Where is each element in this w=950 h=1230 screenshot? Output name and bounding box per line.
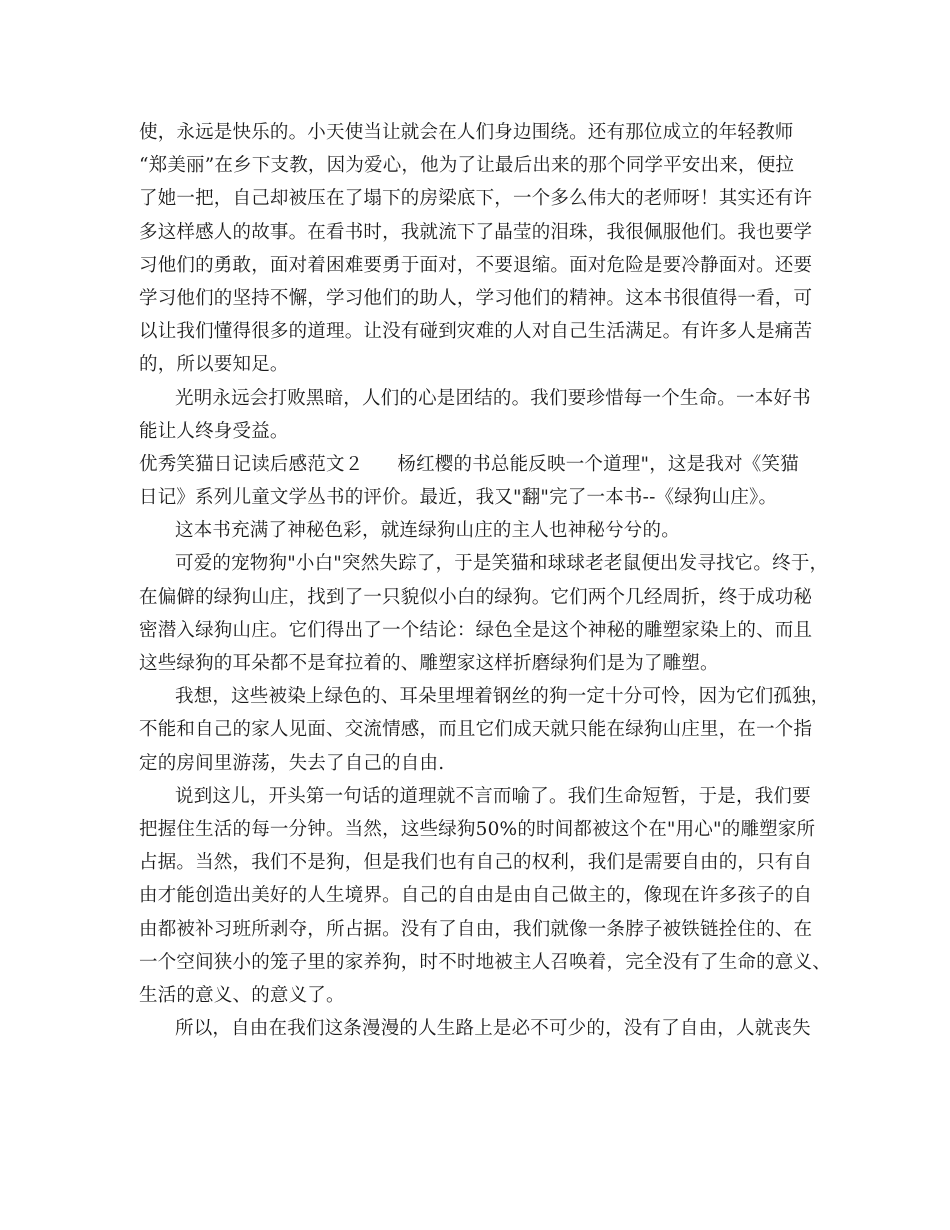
text-line xyxy=(139,913,839,946)
text-line xyxy=(139,946,839,979)
text-line xyxy=(139,149,839,182)
line-text: 杨红樱的书总能反映一个道理"，这是我对《笑猫 xyxy=(397,453,799,475)
line-text: 由才能创造出美好的人生境界。自己的自由是由自己做主的，像现在许多孩子的自 xyxy=(139,885,813,907)
line-text: “郑美丽”在乡下支教，因为爱心，他为了让最后出来的那个同学平安出来，便拉 xyxy=(139,155,795,177)
line-text: 一个空间狭小的笼子里的家养狗，时不时地被主人召唤着，完全没有了生命的意义、 xyxy=(139,951,831,973)
line-text: 把握住生活的每一分钟。当然，这些绿狗50%的时间都被这个在"用心"的雕塑家所 xyxy=(139,818,816,840)
line-text: 密潜入绿狗山庄。它们得出了一个结论：绿色全是这个神秘的雕塑家染上的、而且 xyxy=(139,619,813,641)
text-line xyxy=(139,382,839,415)
text-line xyxy=(139,647,839,680)
text-line xyxy=(139,1012,839,1045)
text-line xyxy=(139,249,839,282)
line-text: 这些绿狗的耳朵都不是耷拉着的、雕塑家这样折磨绿狗们是为了雕塑。 xyxy=(139,653,719,674)
line-text: 生活的意义、的意义了。 xyxy=(139,984,345,1006)
text-line xyxy=(139,348,839,381)
line-text: 所以，自由在我们这条漫漫的人生路上是必不可少的，没有了自由，人就丧失 xyxy=(175,1018,811,1040)
line-text: 习他们的勇敢，面对着困难要勇于面对，不要退缩。面对危险是要冷静面对。还要 xyxy=(139,254,813,276)
line-text: 由都被补习班所剥夺，所占据。没有了自由，我们就像一条脖子被铁链拴住的、在 xyxy=(139,918,813,940)
text-line xyxy=(139,614,839,647)
text-line xyxy=(139,182,839,215)
line-text: 我想，这些被染上绿色的、耳朵里埋着钢丝的狗一定十分可怜，因为它们孤独， xyxy=(175,686,830,708)
text-line xyxy=(139,780,839,813)
line-text: 可爱的宠物狗"小白"突然失踪了，于是笑猫和球球老老鼠便出发寻找它。终于， xyxy=(175,553,829,575)
text-line xyxy=(139,813,839,846)
document-body xyxy=(139,116,839,1045)
line-text: 以让我们懂得很多的道理。让没有碰到灾难的人对自己生活满足。有许多人是痛苦 xyxy=(139,321,813,343)
text-line xyxy=(139,581,839,614)
line-text: 日记》系列儿童文学丛书的评价。最近，我又"翻"完了一本书--《绿狗山庄》。 xyxy=(139,487,778,509)
line-text: 这本书充满了神秘色彩，就连绿狗山庄的主人也神秘兮兮的。 xyxy=(175,520,680,542)
section-title-line xyxy=(139,448,839,481)
line-text: 学习他们的坚持不懈，学习他们的助人，学习他们的精神。这本书很值得一看，可 xyxy=(139,287,813,309)
text-line xyxy=(139,116,839,149)
line-text: 不能和自己的家人见面、交流情感，而且它们成天就只能在绿狗山庄里，在一个指 xyxy=(139,719,813,741)
line-text: 在偏僻的绿狗山庄，找到了一只貌似小白的绿狗。它们两个几经周折，终于成功秘 xyxy=(139,586,813,608)
line-text: 说到这儿，开头第一句话的道理就不言而喻了。我们生命短暂，于是，我们要 xyxy=(175,785,811,807)
text-line xyxy=(139,481,839,514)
line-text: 了她一把，自己却被压在了塌下的房梁底下，一个多么伟大的老师呀！其实还有许 xyxy=(139,188,813,210)
line-text: 能让人终身受益。 xyxy=(139,420,289,442)
line-text: 占据。当然，我们不是狗，但是我们也有自己的权利，我们是需要自由的，只有自 xyxy=(139,852,813,874)
section-title: 优秀笑猫日记读后感范文２ xyxy=(139,453,364,475)
text-line xyxy=(139,747,839,780)
text-line xyxy=(139,415,839,448)
line-text: 光明永远会打败黑暗，人们的心是团结的。我们要珍惜每一个生命。一本好书 xyxy=(175,387,811,409)
line-text: 多这样感人的故事。在看书时，我就流下了晶莹的泪珠，我很佩服他们。我也要学 xyxy=(139,221,813,243)
text-line xyxy=(139,315,839,348)
text-line xyxy=(139,680,839,713)
text-line xyxy=(139,846,839,879)
text-line xyxy=(139,514,839,547)
text-line xyxy=(139,282,839,315)
line-text: 的，所以要知足。 xyxy=(139,354,289,376)
line-text: 定的房间里游荡，失去了自己的自由. xyxy=(139,752,445,774)
text-line xyxy=(139,547,839,580)
text-line xyxy=(139,979,839,1012)
line-text: 使，永远是快乐的。小天使当让就会在人们身边围绕。还有那位成立的年轻教师 xyxy=(139,122,794,143)
text-line xyxy=(139,879,839,912)
text-line xyxy=(139,216,839,249)
text-line xyxy=(139,713,839,746)
